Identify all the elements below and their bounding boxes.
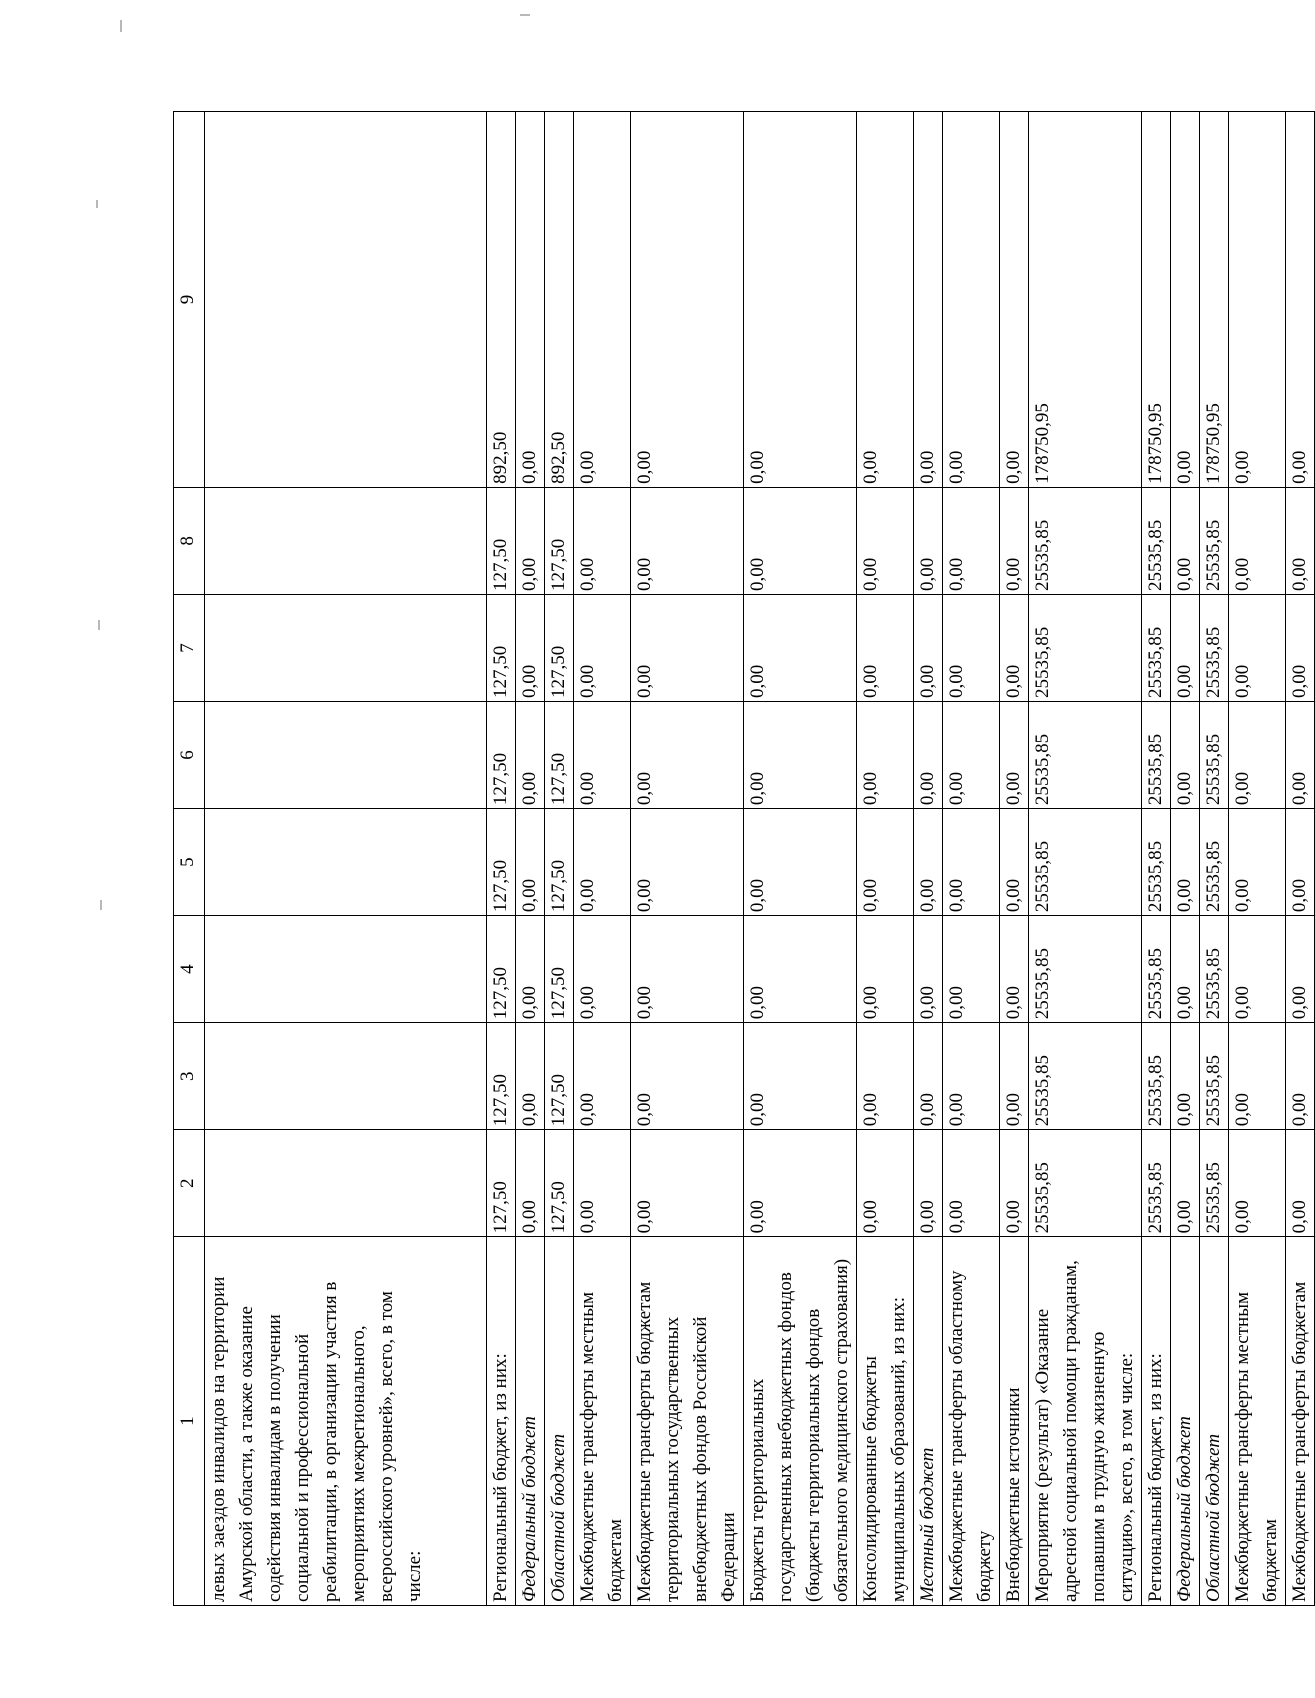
value-cell: 0,00 bbox=[574, 594, 631, 701]
table-row bbox=[631, 112, 744, 1606]
value-cell: 0,00 bbox=[516, 487, 545, 594]
row-label: Региональный бюджет, из них: bbox=[1142, 1237, 1171, 1606]
value-cell: 0,00 bbox=[914, 809, 943, 916]
value-cell: 0,00 bbox=[1171, 1130, 1200, 1237]
value-cell: 0,00 bbox=[1000, 594, 1029, 701]
value-cell: 0,00 bbox=[943, 594, 1000, 701]
value-cell: 25535,85 bbox=[1200, 702, 1229, 809]
row-label: Межбюджетные трансферты местным бюджетам bbox=[1229, 1237, 1286, 1606]
table-row bbox=[744, 112, 857, 1606]
value-cell: 25535,85 bbox=[1142, 1023, 1171, 1130]
value-cell: 0,00 bbox=[1171, 916, 1200, 1023]
value-cell: 0,00 bbox=[1286, 702, 1315, 809]
value-cell: 0,00 bbox=[744, 916, 857, 1023]
value-cell: 0,00 bbox=[1171, 809, 1200, 916]
column-header: 5 bbox=[174, 809, 205, 916]
value-cell: 127,50 bbox=[487, 1023, 516, 1130]
value-cell: 0,00 bbox=[1000, 112, 1029, 488]
value-cell: 0,00 bbox=[1286, 1130, 1315, 1237]
value-cell: 0,00 bbox=[744, 487, 857, 594]
column-header: 7 bbox=[174, 594, 205, 701]
value-cell: 0,00 bbox=[516, 916, 545, 1023]
value-cell: 127,50 bbox=[545, 702, 574, 809]
row-label: Областной бюджет bbox=[1200, 1237, 1229, 1606]
value-cell: 25535,85 bbox=[1142, 594, 1171, 701]
value-cell: 0,00 bbox=[574, 112, 631, 488]
value-cell: 0,00 bbox=[914, 487, 943, 594]
row-label: Бюджеты территориальных государственных внебюджетных фондов (бюджеты территориальных фондов обязательного медицинского страхования) bbox=[744, 1237, 857, 1606]
value-cell: 0,00 bbox=[1286, 594, 1315, 701]
value-cell: 0,00 bbox=[516, 1130, 545, 1237]
value-cell: 0,00 bbox=[516, 1023, 545, 1130]
value-cell: 0,00 bbox=[631, 594, 744, 701]
value-cell: 25535,85 bbox=[1142, 916, 1171, 1023]
row-label: Мероприятие (результат) «Оказание адресной социальной помощи гражданам, попавшим в трудную жизненную ситуацию», всего, в том числе: bbox=[1029, 1237, 1142, 1606]
value-cell: 0,00 bbox=[1229, 809, 1286, 916]
value-cell: 178750,95 bbox=[1029, 112, 1142, 488]
column-header: 3 bbox=[174, 1023, 205, 1130]
value-cell: 0,00 bbox=[574, 487, 631, 594]
row-label: Федеральный бюджет bbox=[516, 1237, 545, 1606]
value-cell: 25535,85 bbox=[1029, 487, 1142, 594]
table-row bbox=[857, 112, 914, 1606]
value-cell: 0,00 bbox=[1000, 1023, 1029, 1130]
value-cell: 25535,85 bbox=[1142, 1130, 1171, 1237]
value-cell: 0,00 bbox=[914, 1023, 943, 1130]
value-cell: 25535,85 bbox=[1142, 487, 1171, 594]
value-cell: 127,50 bbox=[545, 487, 574, 594]
value-cell: 0,00 bbox=[1286, 112, 1315, 488]
value-cell: 0,00 bbox=[1229, 487, 1286, 594]
value-cell: 25535,85 bbox=[1029, 1130, 1142, 1237]
value-cell: 0,00 bbox=[1171, 702, 1200, 809]
scan-artifact bbox=[120, 20, 122, 32]
value-cell: 0,00 bbox=[857, 594, 914, 701]
value-cell: 0,00 bbox=[1171, 112, 1200, 488]
value-cell: 127,50 bbox=[545, 809, 574, 916]
row-label: Межбюджетные трансферты бюджетам bbox=[1286, 1237, 1315, 1606]
table-row bbox=[545, 112, 574, 1606]
value-cell: 0,00 bbox=[857, 702, 914, 809]
value-cell bbox=[205, 594, 487, 701]
row-label: Межбюджетные трансферты местным бюджетам bbox=[574, 1237, 631, 1606]
value-cell: 0,00 bbox=[857, 809, 914, 916]
value-cell: 0,00 bbox=[1000, 702, 1029, 809]
value-cell: 127,50 bbox=[487, 809, 516, 916]
value-cell: 0,00 bbox=[857, 487, 914, 594]
scan-artifact bbox=[96, 200, 98, 208]
value-cell: 0,00 bbox=[516, 594, 545, 701]
value-cell: 0,00 bbox=[574, 702, 631, 809]
value-cell: 0,00 bbox=[574, 1023, 631, 1130]
value-cell: 25535,85 bbox=[1029, 916, 1142, 1023]
value-cell: 0,00 bbox=[744, 594, 857, 701]
value-cell bbox=[205, 112, 487, 488]
value-cell: 0,00 bbox=[943, 112, 1000, 488]
value-cell: 0,00 bbox=[744, 1130, 857, 1237]
column-header: 2 bbox=[174, 1130, 205, 1237]
value-cell: 0,00 bbox=[1171, 594, 1200, 701]
value-cell: 0,00 bbox=[914, 112, 943, 488]
value-cell: 0,00 bbox=[943, 916, 1000, 1023]
value-cell: 0,00 bbox=[631, 916, 744, 1023]
table-row bbox=[1029, 112, 1142, 1606]
value-cell: 25535,85 bbox=[1142, 809, 1171, 916]
value-cell: 25535,85 bbox=[1200, 916, 1229, 1023]
value-cell: 127,50 bbox=[545, 1023, 574, 1130]
value-cell: 0,00 bbox=[574, 916, 631, 1023]
value-cell: 0,00 bbox=[857, 112, 914, 488]
column-header-row bbox=[174, 112, 205, 1606]
value-cell: 0,00 bbox=[744, 702, 857, 809]
value-cell: 0,00 bbox=[1229, 1023, 1286, 1130]
scan-artifact bbox=[98, 620, 100, 630]
value-cell: 0,00 bbox=[943, 1023, 1000, 1130]
value-cell: 892,50 bbox=[487, 112, 516, 488]
value-cell: 127,50 bbox=[487, 487, 516, 594]
row-label: Межбюджетные трансферты бюджетам территориальных государственных внебюджетных фондов Российской Федерации bbox=[631, 1237, 744, 1606]
value-cell: 0,00 bbox=[1286, 809, 1315, 916]
value-cell bbox=[205, 916, 487, 1023]
value-cell: 0,00 bbox=[574, 809, 631, 916]
value-cell: 127,50 bbox=[487, 916, 516, 1023]
value-cell: 0,00 bbox=[744, 809, 857, 916]
row-label: Областной бюджет bbox=[545, 1237, 574, 1606]
value-cell: 127,50 bbox=[487, 1130, 516, 1237]
scan-artifact bbox=[520, 14, 530, 16]
value-cell: 0,00 bbox=[1229, 1130, 1286, 1237]
table-row bbox=[1171, 112, 1200, 1606]
value-cell: 0,00 bbox=[631, 487, 744, 594]
value-cell: 127,50 bbox=[545, 916, 574, 1023]
table-row bbox=[1000, 112, 1029, 1606]
value-cell: 0,00 bbox=[574, 1130, 631, 1237]
value-cell: 0,00 bbox=[914, 702, 943, 809]
value-cell: 0,00 bbox=[631, 1130, 744, 1237]
column-header: 6 bbox=[174, 702, 205, 809]
table-row bbox=[516, 112, 545, 1606]
value-cell: 0,00 bbox=[631, 809, 744, 916]
value-cell: 0,00 bbox=[1229, 916, 1286, 1023]
value-cell: 0,00 bbox=[1171, 1023, 1200, 1130]
value-cell: 0,00 bbox=[516, 702, 545, 809]
value-cell: 25535,85 bbox=[1200, 809, 1229, 916]
table-row bbox=[914, 112, 943, 1606]
value-cell: 0,00 bbox=[1171, 487, 1200, 594]
value-cell: 25535,85 bbox=[1200, 594, 1229, 701]
table-row bbox=[487, 112, 516, 1606]
value-cell bbox=[205, 702, 487, 809]
scan-artifact bbox=[100, 900, 102, 910]
value-cell: 0,00 bbox=[1229, 702, 1286, 809]
value-cell: 0,00 bbox=[1286, 1023, 1315, 1130]
value-cell: 0,00 bbox=[1286, 487, 1315, 594]
row-label: Внебюджетные источники bbox=[1000, 1237, 1029, 1606]
value-cell: 0,00 bbox=[1000, 809, 1029, 916]
column-header: 4 bbox=[174, 916, 205, 1023]
value-cell: 0,00 bbox=[857, 1023, 914, 1130]
table-row bbox=[1286, 112, 1315, 1606]
value-cell: 127,50 bbox=[487, 702, 516, 809]
value-cell: 0,00 bbox=[857, 916, 914, 1023]
column-header: 8 bbox=[174, 487, 205, 594]
value-cell: 0,00 bbox=[943, 809, 1000, 916]
column-header: 9 bbox=[174, 112, 205, 488]
value-cell bbox=[205, 1130, 487, 1237]
table-row bbox=[574, 112, 631, 1606]
value-cell: 0,00 bbox=[1000, 487, 1029, 594]
table-body bbox=[205, 112, 1315, 1606]
value-cell: 0,00 bbox=[631, 702, 744, 809]
value-cell: 25535,85 bbox=[1200, 487, 1229, 594]
row-label: Местный бюджет bbox=[914, 1237, 943, 1606]
value-cell: 25535,85 bbox=[1029, 1023, 1142, 1130]
value-cell bbox=[205, 809, 487, 916]
value-cell: 0,00 bbox=[744, 1023, 857, 1130]
value-cell: 25535,85 bbox=[1200, 1023, 1229, 1130]
value-cell: 0,00 bbox=[1229, 594, 1286, 701]
value-cell: 25535,85 bbox=[1029, 809, 1142, 916]
value-cell: 0,00 bbox=[943, 702, 1000, 809]
value-cell: 0,00 bbox=[631, 1023, 744, 1130]
value-cell: 178750,95 bbox=[1200, 112, 1229, 488]
row-label: Федеральный бюджет bbox=[1171, 1237, 1200, 1606]
value-cell: 127,50 bbox=[487, 594, 516, 701]
rotated-table-wrapper bbox=[173, 111, 1310, 1606]
value-cell: 25535,85 bbox=[1200, 1130, 1229, 1237]
table-row bbox=[943, 112, 1000, 1606]
value-cell: 0,00 bbox=[914, 916, 943, 1023]
value-cell: 25535,85 bbox=[1029, 594, 1142, 701]
value-cell: 0,00 bbox=[1229, 112, 1286, 488]
value-cell: 25535,85 bbox=[1142, 702, 1171, 809]
row-label: левых заездов инвалидов на территории Амурской области, а также оказание содействия инвалидам в получении социальной и профессиональной реабилитации, в организации участия в мероприятиях межрегионального, всероссийского уровней», всего, в том числе: bbox=[205, 1237, 487, 1606]
value-cell: 0,00 bbox=[943, 487, 1000, 594]
value-cell: 0,00 bbox=[857, 1130, 914, 1237]
value-cell: 0,00 bbox=[1286, 916, 1315, 1023]
value-cell: 25535,85 bbox=[1029, 702, 1142, 809]
value-cell bbox=[205, 487, 487, 594]
table-row bbox=[1142, 112, 1171, 1606]
row-label: Региональный бюджет, из них: bbox=[487, 1237, 516, 1606]
value-cell: 0,00 bbox=[943, 1130, 1000, 1237]
value-cell: 0,00 bbox=[914, 594, 943, 701]
table-row bbox=[1229, 112, 1286, 1606]
value-cell: 0,00 bbox=[1000, 916, 1029, 1023]
row-label: Консолидированные бюджеты муниципальных образований, из них: bbox=[857, 1237, 914, 1606]
value-cell: 178750,95 bbox=[1142, 112, 1171, 488]
value-cell: 0,00 bbox=[914, 1130, 943, 1237]
budget-table bbox=[173, 111, 1315, 1606]
value-cell: 0,00 bbox=[1000, 1130, 1029, 1237]
column-header: 1 bbox=[174, 1237, 205, 1606]
value-cell: 0,00 bbox=[516, 809, 545, 916]
value-cell bbox=[205, 1023, 487, 1130]
value-cell: 892,50 bbox=[545, 112, 574, 488]
value-cell: 0,00 bbox=[631, 112, 744, 488]
value-cell: 127,50 bbox=[545, 1130, 574, 1237]
value-cell: 0,00 bbox=[744, 112, 857, 488]
value-cell: 0,00 bbox=[516, 112, 545, 488]
table-row bbox=[205, 112, 487, 1606]
value-cell: 127,50 bbox=[545, 594, 574, 701]
table-row bbox=[1200, 112, 1229, 1606]
row-label: Межбюджетные трансферты областному бюджету bbox=[943, 1237, 1000, 1606]
